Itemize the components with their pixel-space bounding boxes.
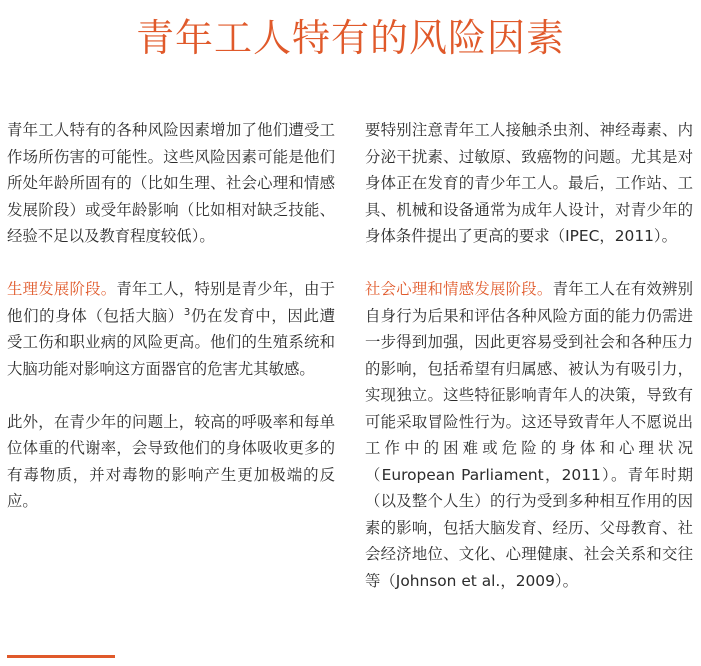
physical-development-text-2: 仍在发育中，因此遭受工伤和职业病的风险更高。他们的生殖系统和大脑功能对影响这方面器官的危害尤其敏感。 (7, 306, 335, 378)
heading-psychosocial-development: 社会心理和情感发展阶段。 (365, 280, 553, 298)
left-column (7, 117, 335, 541)
page-title: 青年工人特有的风险因素 (135, 16, 565, 60)
footnote-divider (7, 655, 115, 658)
footnote-ref-3: 3 (183, 306, 191, 318)
physical-development-text-1: 青年工人，特别是青少年，由于他们的身体（包括大脑） (7, 280, 335, 325)
paragraph-psychosocial-development (365, 276, 693, 594)
right-column (365, 117, 693, 621)
psychosocial-development-text: 青年工人在有效辨别自身行为后果和评估各种风险方面的能力仍需进一步得到加强，因此更容易受到社会和各种压力的影响，包括希望有归属感、被认为有吸引力，实现独立。这些特征影响青年人的决策，导致有可能采取冒险性行为。这还导致青年人不愿说出工作中的困难或危险的身体和心理状况（European Parliament，2011）。青年时期（以及整个人生）的行为受到多种相互作用的因素的影响，包括大脑发育、经历、父母教育、社会经济地位、文化、心理健康、社会关系和交往等（Johnson et al.，2009）。 (365, 280, 693, 590)
paragraph-exposure: 要特别注意青年工人接触杀虫剂、神经毒素、内分泌干扰素、过敏原、致癌物的问题。尤其是对身体正在发育的青少年工人。最后，工作站、工具、机械和设备通常为成年人设计，对青少年的身体条件提出了更高的要求（IPEC，2011）。 (365, 121, 693, 245)
heading-physical-development: 生理发展阶段。 (7, 280, 117, 298)
paragraph-adolescent-toxicity: 此外，在青少年的问题上，较高的呼吸率和每单位体重的代谢率，会导致他们的身体吸收更多的有毒物质，并对毒物的影响产生更加极端的反应。 (7, 412, 335, 510)
paragraph-intro: 青年工人特有的各种风险因素增加了他们遭受工作场所伤害的可能性。这些风险因素可能是他们所处年龄所固有的（比如生理、社会心理和情感发展阶段）或受年龄影响（比如相对缺乏技能、经验不足以及教育程度较低）。 (7, 121, 335, 245)
paragraph-physical-development (7, 276, 335, 382)
